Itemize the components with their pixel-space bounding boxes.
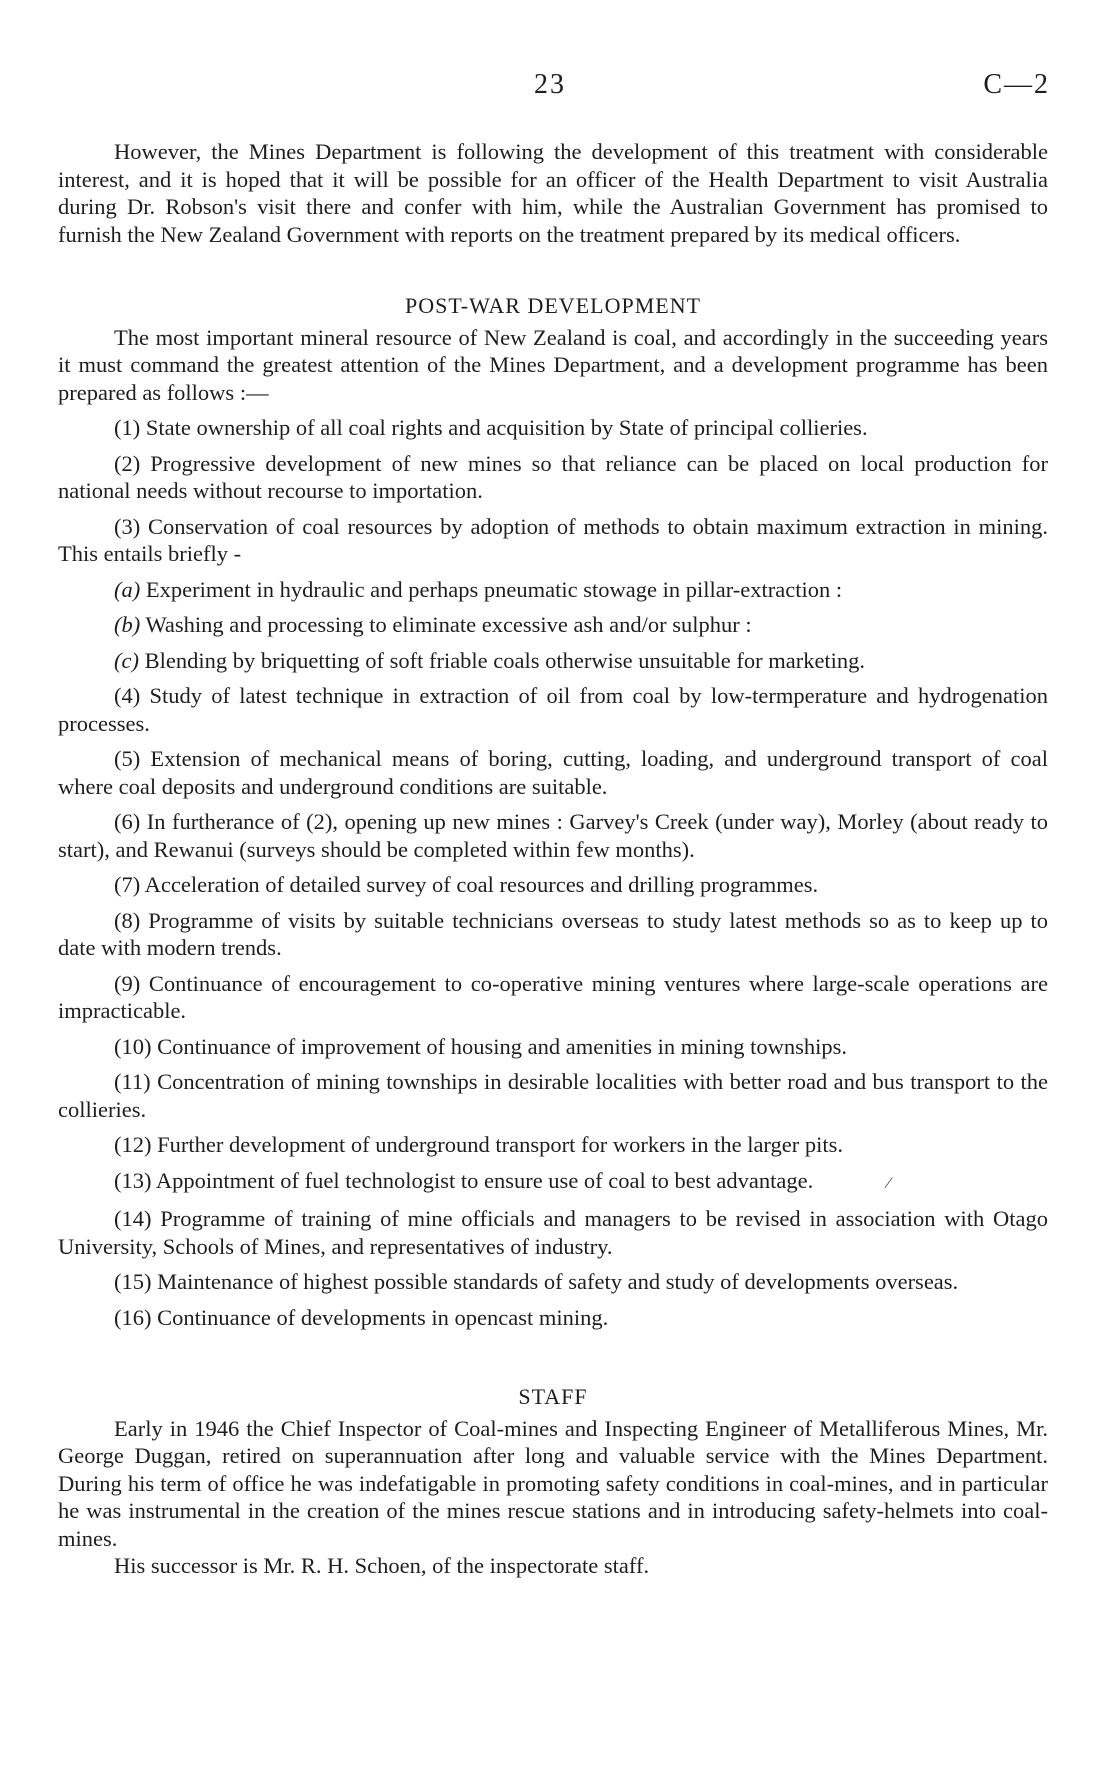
item-text: State ownership of all coal rights and acquisition by State of principal collieries. <box>145 415 868 440</box>
list-item <box>58 1167 1048 1198</box>
section-heading-post-war: POST-WAR DEVELOPMENT <box>404 293 702 318</box>
item-marker: (12) <box>114 1132 152 1157</box>
item-marker: (14) <box>114 1206 152 1231</box>
item-marker: (1) <box>114 415 141 440</box>
item-text: Continuance of developments in opencast mining. <box>157 1304 609 1330</box>
sub-list-item <box>58 611 1048 639</box>
item-text: In furtherance of (2), opening up new mines : Garvey's Creek (under way), Morley (about ready to start), and Rewanui (surveys should be completed within few months). <box>58 809 1049 862</box>
list-item <box>58 1131 1048 1159</box>
intro-paragraph: However, the Mines Department is following the development of this treatment with considerable interest, and it is hoped that it will be possible for an officer of the Health Department to visit Australia during Dr. Robson's visit there and confer with him, while the Australian Government has promised to furnish the New Zealand Government with reports on the treatment prepared by its medical officers. <box>58 139 1048 247</box>
sub-item-marker: (c) <box>114 647 139 673</box>
pencil-tick-mark: ⁄ <box>887 1174 890 1192</box>
sub-item-marker: (b) <box>114 612 141 637</box>
list-item <box>58 1068 1048 1123</box>
body-text <box>58 138 1048 1588</box>
section-heading-staff: STAFF <box>518 1384 588 1409</box>
item-text: Continuance of encouragement to co-operative mining ventures where large-scale operations are impracticable. <box>58 970 1049 1023</box>
list-item <box>58 970 1048 1025</box>
list-item <box>58 745 1048 800</box>
list-item <box>58 907 1048 962</box>
list-item <box>58 682 1048 737</box>
staff-paragraph: Early in 1946 the Chief Inspector of Coal-mines and Inspecting Engineer of Metalliferous Mines, Mr. George Duggan, retired on superannuation after long and valuable service with the Mines Department. During his term of office he was indefatigable in promoting safety conditions in coal-mines, and in particular he was instrumental in the creation of the mines rescue stations and in introducing safety-helmets into coal-mines. <box>58 1415 1048 1551</box>
item-text: Further development of underground transport for workers in the larger pits. <box>157 1132 844 1157</box>
list-item <box>58 871 1048 899</box>
item-text: Acceleration of detailed survey of coal resources and drilling programmes. <box>144 872 819 897</box>
sub-list-item <box>58 576 1048 604</box>
list-item <box>58 1205 1048 1260</box>
sub-list-item <box>58 647 1048 675</box>
item-marker: (13) <box>114 1167 152 1193</box>
item-marker: (3) <box>114 513 141 539</box>
page-number: 23 <box>534 69 566 100</box>
list-item <box>58 1268 1048 1296</box>
item-text: Study of latest technique in extraction of oil from coal by low-termperature and hydrogenation processes. <box>58 683 1048 736</box>
programme-list <box>58 414 1048 1331</box>
staff-successor: His successor is Mr. R. H. Schoen, of the inspectorate staff. <box>114 1553 650 1578</box>
item-marker: (2) <box>114 450 141 476</box>
item-text: Maintenance of highest possible standards of safety and study of developments overseas. <box>157 1269 959 1294</box>
item-marker: (10) <box>114 1033 152 1059</box>
item-marker: (8) <box>114 907 141 933</box>
item-text: Continuance of improvement of housing and amenities in mining townships. <box>157 1033 848 1059</box>
item-text: Conservation of coal resources by adoption of methods to obtain maximum extraction in mining. This entails briefly - <box>58 513 1049 566</box>
item-text: Programme of visits by suitable technicians overseas to study latest methods so as to keep up to date with modern trends. <box>58 907 1048 960</box>
item-marker: (9) <box>114 970 141 996</box>
list-item <box>58 414 1048 442</box>
item-text: Extension of mechanical means of boring, cutting, loading, and underground transport of coal where coal deposits and underground conditions are suitable. <box>58 746 1048 799</box>
item-marker: (16) <box>114 1304 152 1330</box>
item-marker: (11) <box>114 1069 151 1094</box>
sub-item-text: Experiment in hydraulic and perhaps pneumatic stowage in pillar-extraction : <box>145 576 843 602</box>
list-item <box>58 450 1048 505</box>
item-marker: (4) <box>114 683 141 708</box>
sub-item-text: Washing and processing to eliminate excessive ash and/or sulphur : <box>145 612 752 637</box>
item-marker: (6) <box>114 809 141 834</box>
item-text: Progressive development of new mines so that reliance can be placed on local production for national needs without recourse to importation. <box>58 450 1048 503</box>
item-text: Appointment of fuel technologist to ensure use of coal to best advantage. <box>155 1167 814 1193</box>
list-item <box>58 808 1048 863</box>
item-text: Concentration of mining townships in desirable localities with better road and bus transport to the collieries. <box>58 1069 1048 1122</box>
item-marker: (15) <box>114 1269 152 1294</box>
list-item <box>58 513 1048 568</box>
item-marker: (5) <box>114 746 141 771</box>
post-war-intro: The most important mineral resource of New Zealand is coal, and accordingly in the succeeding years it must command the greatest attention of the Mines Department, and a development programme has been prepared as follows :— <box>58 324 1048 405</box>
item-text: Programme of training of mine officials and managers to be revised in association with Otago University, Schools of Mines, and representatives of industry. <box>58 1206 1048 1259</box>
list-item <box>58 1033 1048 1061</box>
item-marker: (7) <box>114 872 141 897</box>
sub-item-marker: (a) <box>114 576 141 602</box>
list-item <box>58 1304 1048 1332</box>
page-reference: C—2 <box>983 69 1050 100</box>
sub-item-text: Blending by briquetting of soft friable coals otherwise unsuitable for marketing. <box>144 647 866 673</box>
